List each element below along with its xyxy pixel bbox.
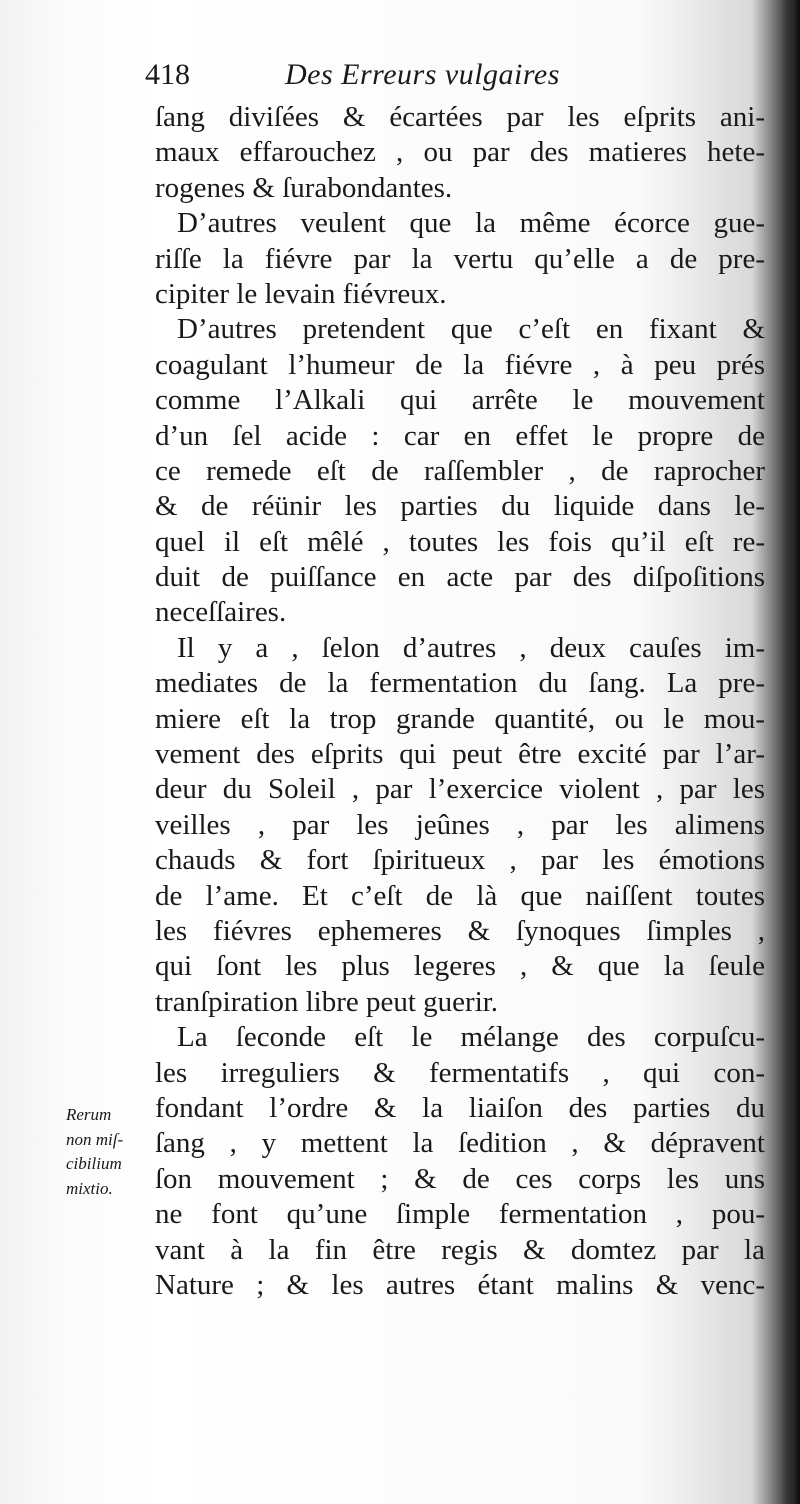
text-line: de l’ame. Et c’eſt de là que naiſſent toutes bbox=[155, 879, 765, 912]
text-line: chauds & fort ſpiritueux , par les émotions bbox=[155, 844, 765, 877]
text-line: vant à la fin être regis & domtez par la bbox=[155, 1233, 765, 1266]
text-line: comme l’Alkali qui arrête le mouvement bbox=[155, 384, 765, 417]
text-line: rogenes & ſurabondantes. bbox=[155, 171, 453, 204]
text-line: cipiter le levain fiévreux. bbox=[155, 277, 447, 310]
text-line: qui ſont les plus legeres , & que la ſeule bbox=[155, 950, 765, 983]
text-line: D’autres pretendent que c’eſt en fixant & bbox=[177, 313, 765, 346]
text-line: & de réünir les parties du liquide dans le- bbox=[155, 490, 765, 523]
text-line: d’un ſel acide : car en effet le propre de bbox=[155, 419, 765, 452]
text-line: miere eſt la trop grande quantité, ou le mou- bbox=[155, 702, 765, 735]
body-text bbox=[155, 100, 765, 1303]
margin-note bbox=[66, 1103, 152, 1201]
page-edge-shadow bbox=[782, 0, 800, 1504]
margin-note-line: non miſ- bbox=[66, 1129, 124, 1149]
margin-note-line: cibilium bbox=[66, 1154, 122, 1173]
text-line: veilles , par les jeûnes , par les alimens bbox=[155, 808, 765, 841]
text-line: tranſpiration libre peut guerir. bbox=[155, 985, 499, 1018]
text-line: les fiévres ephemeres & ſynoques ſimples , bbox=[155, 914, 765, 947]
text-line: maux effarouchez , ou par des matieres hete- bbox=[155, 136, 765, 169]
text-line: les irreguliers & fermentatifs , qui con- bbox=[155, 1056, 765, 1089]
running-title: Des Erreurs vulgaires bbox=[285, 58, 560, 91]
text-line: D’autres veulent que la même écorce gue- bbox=[177, 207, 765, 240]
text-line: ſon mouvement ; & de ces corps les uns bbox=[155, 1162, 765, 1195]
text-line: ne font qu’une ſimple fermentation , pou- bbox=[155, 1198, 765, 1231]
text-line: duit de puiſſance en acte par des diſpoſitions bbox=[155, 561, 765, 594]
text-line: quel il eſt mêlé , toutes les fois qu’il eſt re- bbox=[155, 525, 765, 558]
text-line: La ſeconde eſt le mélange des corpuſcu- bbox=[177, 1021, 765, 1054]
page-header bbox=[145, 58, 705, 102]
text-line: ſang , y mettent la ſedition , & dépravent bbox=[155, 1127, 765, 1160]
text-line: deur du Soleil , par l’exercice violent , par les bbox=[155, 773, 765, 806]
text-line: coagulant l’humeur de la fiévre , à peu prés bbox=[155, 348, 765, 381]
text-line: mediates de la fermentation du ſang. La pre- bbox=[155, 667, 765, 700]
text-line: fondant l’ordre & la liaiſon des parties du bbox=[155, 1091, 765, 1124]
margin-note-line: Rerum bbox=[66, 1105, 112, 1124]
text-line: Il y a , ſelon d’autres , deux cauſes im- bbox=[177, 631, 765, 664]
text-line: ſang diviſées & écartées par les eſprits ani- bbox=[155, 101, 765, 133]
page-number: 418 bbox=[145, 58, 190, 91]
text-line: riſſe la fiévre par la vertu qu’elle a de pre- bbox=[155, 242, 765, 275]
text-line: Nature ; & les autres étant malins & venc- bbox=[155, 1268, 765, 1301]
text-line: vement des eſprits qui peut être excité par l’ar- bbox=[155, 738, 765, 771]
text-line: neceſſaires. bbox=[155, 596, 287, 629]
text-line: ce remede eſt de raſſembler , de raprocher bbox=[155, 454, 765, 487]
margin-note-line: mixtio. bbox=[66, 1178, 113, 1198]
